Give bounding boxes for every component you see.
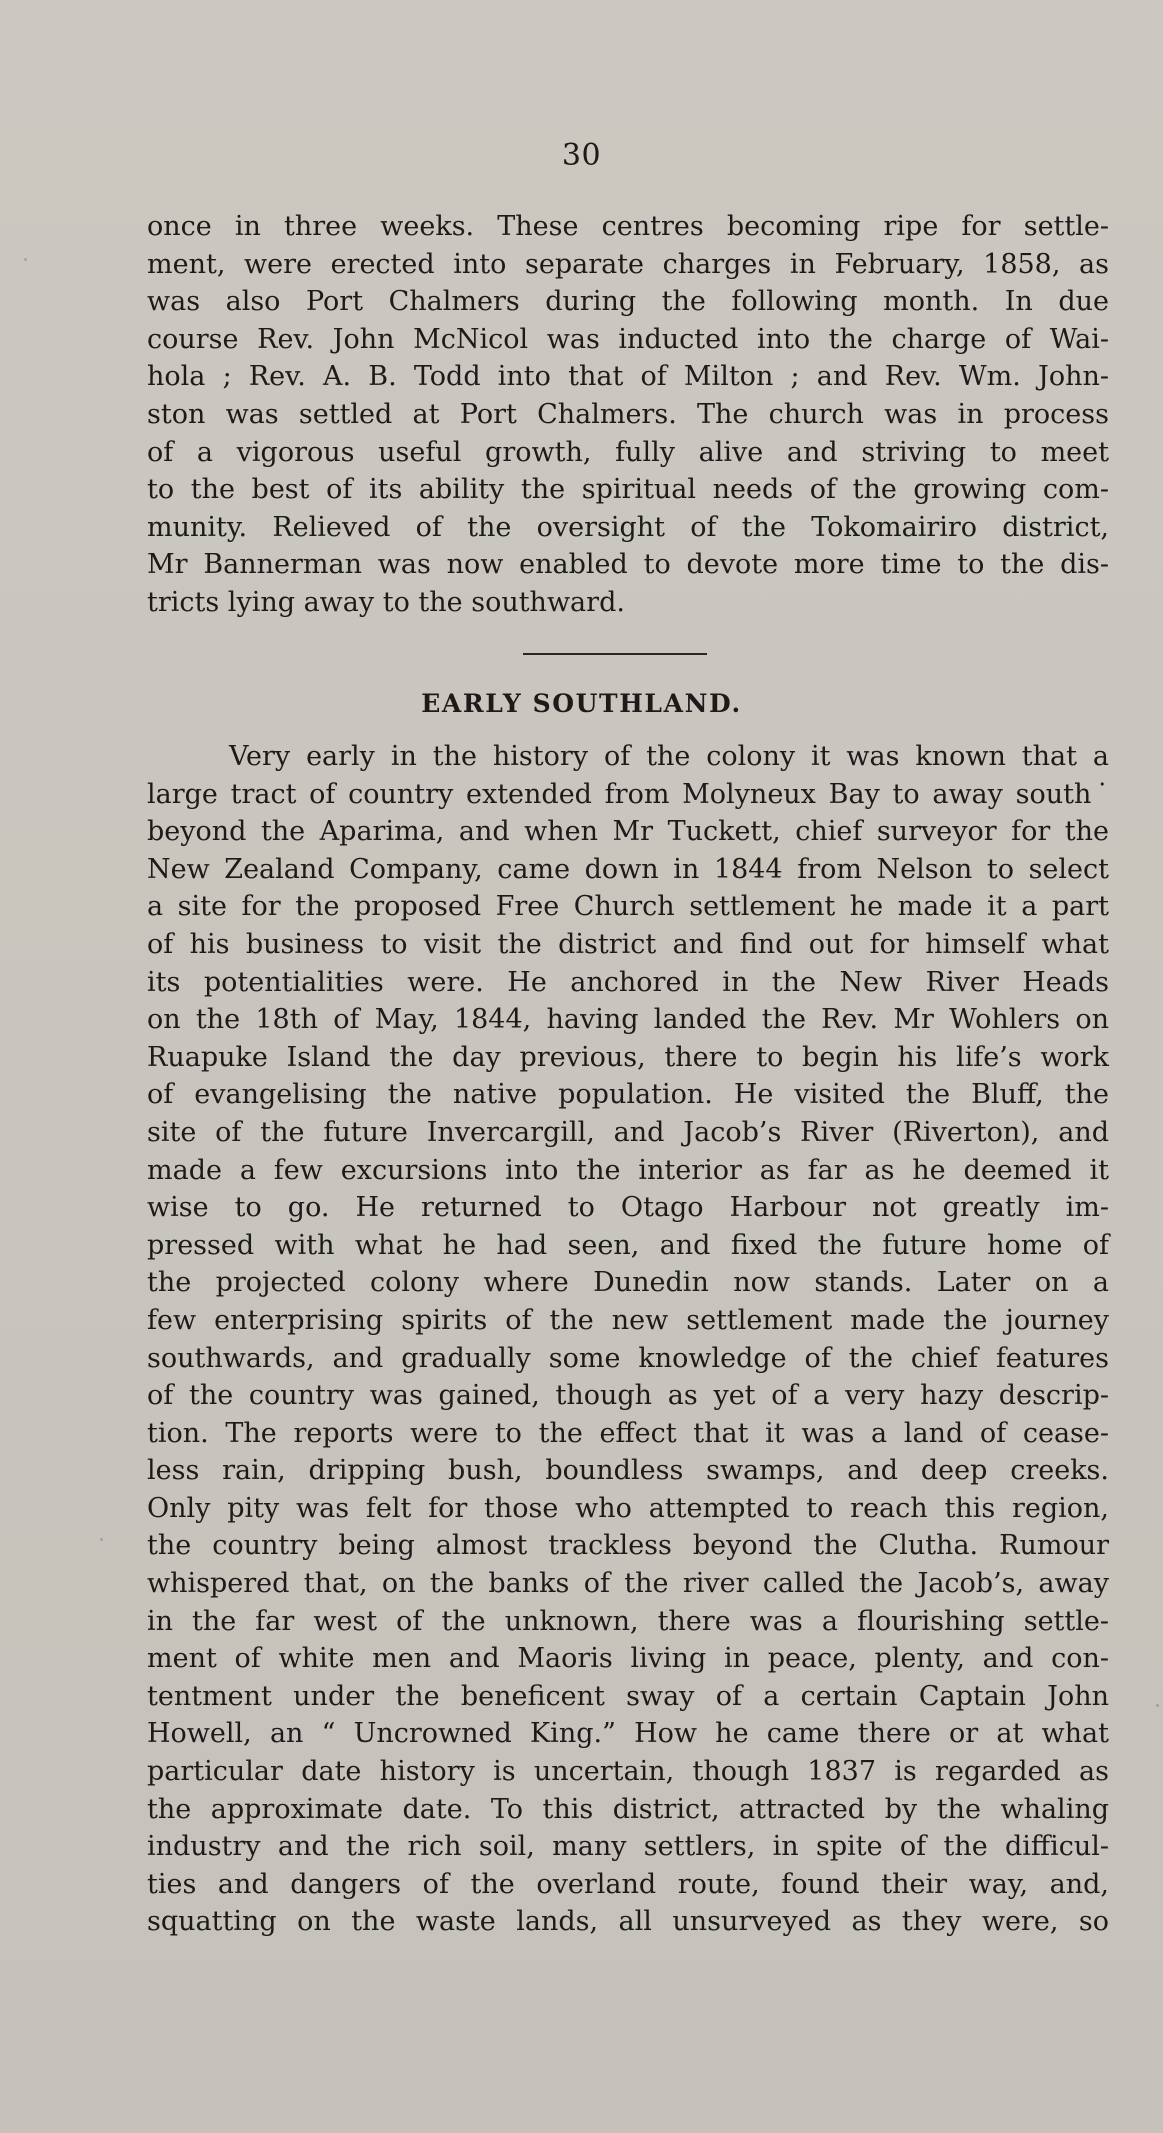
text-line: ties and dangers of the overland route, found their way, and, bbox=[147, 1868, 1109, 1900]
page-number: 30 bbox=[561, 138, 602, 173]
text-line: munity. Relieved of the oversight of the Tokomairiro district, bbox=[147, 511, 1109, 543]
text-line: whispered that, on the banks of the river called the Jacob’s, away bbox=[147, 1568, 1109, 1600]
text-line: the country being almost trackless beyond the Clutha. Rumour bbox=[147, 1530, 1109, 1562]
text-line: pressed with what he had seen, and fixed the future home of bbox=[147, 1229, 1109, 1261]
text-line: in the far west of the unknown, there was a flourishing settle- bbox=[147, 1605, 1109, 1637]
text-line: to the best of its ability the spiritual needs of the growing com- bbox=[147, 474, 1109, 506]
text-line: a site for the proposed Free Church settlement he made it a part bbox=[147, 891, 1109, 923]
text-line: ston was settled at Port Chalmers. The church was in process bbox=[147, 398, 1109, 430]
text-line: was also Port Chalmers during the following month. In due bbox=[147, 286, 1109, 318]
text-line: squatting on the waste lands, all unsurveyed as they were, so bbox=[147, 1906, 1109, 1938]
text-line: of a vigorous useful growth, fully alive and striving to meet bbox=[147, 436, 1109, 468]
text-line: of evangelising the native population. He visited the Bluff, the bbox=[147, 1079, 1109, 1111]
text-line: of the country was gained, though as yet of a very hazy descrip- bbox=[147, 1380, 1109, 1412]
paragraph-early-southland bbox=[147, 738, 1109, 1941]
text-line: New Zealand Company, came down in 1844 from Nelson to select bbox=[147, 853, 1109, 885]
text-line: large tract of country extended from Molyneux Bay to away south˙ bbox=[147, 778, 1109, 810]
text-line: the approximate date. To this district, attracted by the whaling bbox=[147, 1793, 1109, 1825]
text-line: particular date history is uncertain, though 1837 is regarded as bbox=[147, 1756, 1109, 1788]
text-line: industry and the rich soil, many settlers, in spite of the difficul- bbox=[147, 1831, 1109, 1863]
paper-speck bbox=[24, 258, 27, 261]
text-line: course Rev. John McNicol was inducted into the charge of Wai- bbox=[147, 323, 1109, 355]
text-line: Ruapuke Island the day previous, there to begin his life’s work bbox=[147, 1041, 1109, 1073]
text-line: Very early in the history of the colony it was known that a bbox=[229, 741, 1109, 772]
text-line: few enterprising spirits of the new settlement made the journey bbox=[147, 1304, 1109, 1336]
text-line: its potentialities were. He anchored in the New River Heads bbox=[147, 966, 1109, 998]
section-heading: EARLY SOUTHLAND. bbox=[421, 689, 742, 718]
paragraph-continuation bbox=[147, 208, 1109, 622]
text-line: tion. The reports were to the effect that it was a land of cease- bbox=[147, 1417, 1109, 1449]
paper-speck bbox=[100, 1538, 103, 1541]
text-line: southwards, and gradually some knowledge of the chief features bbox=[147, 1342, 1109, 1374]
text-line: once in three weeks. These centres becoming ripe for settle- bbox=[147, 211, 1109, 242]
text-line: hola ; Rev. A. B. Todd into that of Milton ; and Rev. Wm. John- bbox=[147, 361, 1109, 393]
text-line: beyond the Aparima, and when Mr Tuckett, chief surveyor for the bbox=[147, 816, 1109, 848]
text-line: tentment under the beneficent sway of a certain Captain John bbox=[147, 1680, 1109, 1712]
text-line: less rain, dripping bush, boundless swamps, and deep creeks. bbox=[147, 1455, 1109, 1487]
paper-speck bbox=[1156, 1704, 1159, 1707]
text-line: site of the future Invercargill, and Jacob’s River (Riverton), and bbox=[147, 1116, 1109, 1148]
text-line: tricts lying away to the southward. bbox=[147, 586, 625, 618]
text-line: Mr Bannerman was now enabled to devote more time to the dis- bbox=[147, 549, 1109, 581]
text-line: Only pity was felt for those who attempted to reach this region, bbox=[147, 1492, 1109, 1524]
text-line: made a few excursions into the interior as far as he deemed it bbox=[147, 1154, 1109, 1186]
text-line: ment of white men and Maoris living in peace, plenty, and con- bbox=[147, 1643, 1109, 1675]
section-divider bbox=[523, 653, 707, 655]
text-line: Howell, an “ Uncrowned King.” How he came there or at what bbox=[147, 1718, 1109, 1750]
text-line: the projected colony where Dunedin now stands. Later on a bbox=[147, 1267, 1109, 1299]
text-line: ment, were erected into separate charges in February, 1858, as bbox=[147, 248, 1109, 280]
text-line: of his business to visit the district and find out for himself what bbox=[147, 928, 1109, 960]
text-line: on the 18th of May, 1844, having landed the Rev. Mr Wohlers on bbox=[147, 1004, 1109, 1036]
text-line: wise to go. He returned to Otago Harbour not greatly im- bbox=[147, 1192, 1109, 1224]
